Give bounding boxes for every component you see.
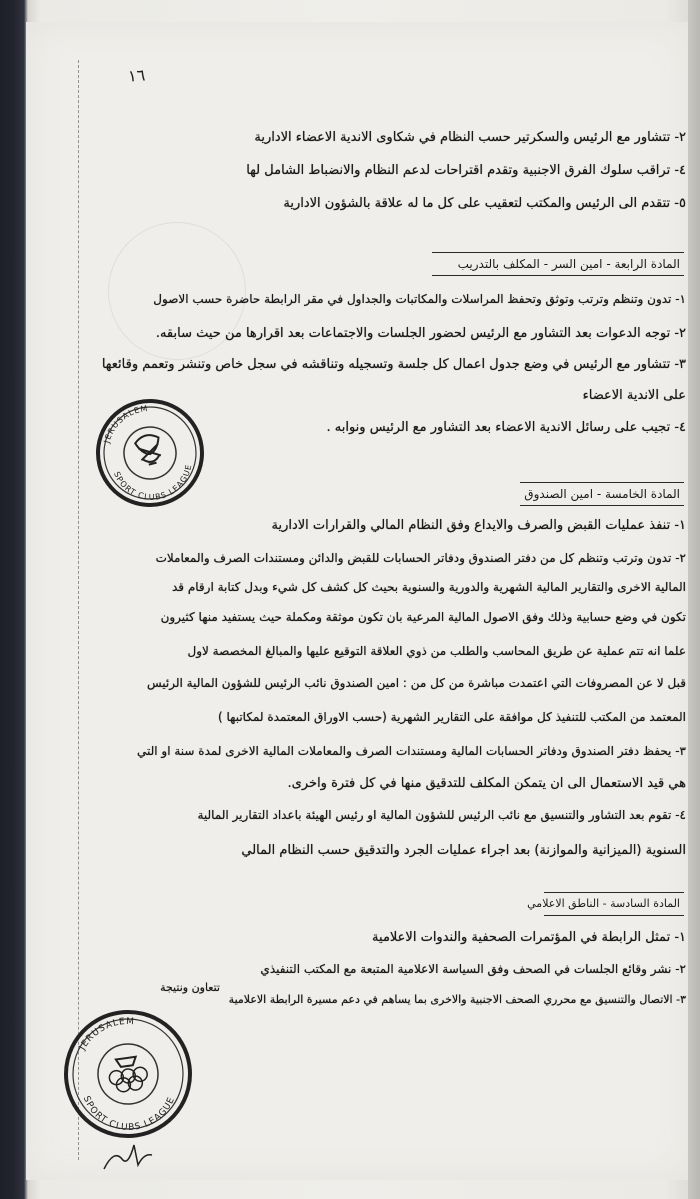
section-heading: المادة الخامسة - امين الصندوق [524,487,680,501]
page-number: ١٦ [127,65,146,86]
league-stamp [56,1006,200,1142]
section-heading: المادة السادسة - الناطق الاعلامي [527,897,680,910]
text-line: ٥- تتقدم الى الرئيس والمكتب لتعقيب على كل ما له علاقة بالشؤون الادارية [283,196,686,211]
league-stamp [80,398,220,508]
text-line: ١- تمثل الرابطة في المؤتمرات الصحفية والندوات الاعلامية [372,930,686,945]
section-heading: المادة الرابعة - امين السر - المكلف بالتدريب [457,257,680,271]
margin-line [78,60,79,1160]
svg-text:JERUSALEM: JERUSALEM [102,403,149,445]
text-line: ٢- تدون وترتب وتنظم كل من دفتر الصندوق ودفاتر الحسابات للقبض والدائن ومستندات الصرف والمعاملات [155,551,686,565]
text-line: تتعاون ونتيجة [160,981,220,994]
svg-text:SPORT CLUBS LEAGUE: SPORT CLUBS LEAGUE [112,463,194,502]
svg-text:SPORT CLUBS LEAGUE: SPORT CLUBS LEAGUE [80,1094,178,1134]
text-line: ٤- تقوم بعد التشاور والتنسيق مع نائب الرئيس للشؤون المالية او رئيس الهيئة باعداد التقارير المالية [197,808,686,822]
text-line: ٢- توجه الدعوات بعد التشاور مع الرئيس لحضور الجلسات والاجتماعات بعد اقرارها من حيث سابقه. [155,326,686,341]
text-line: السنوية (الميزانية والموازنة) بعد اجراء عمليات الجرد والتدقيق حسب النظام المالي [241,843,686,858]
text-line: ٣- يحفظ دفتر الصندوق ودفاتر الحسابات المالية ومستندات الصرف والمعاملات المالية الاخرى لمدة سنة او التي [136,744,686,758]
text-line: ٤- تراقب سلوك الفرق الاجنبية وتقدم اقتراحات لدعم النظام والانضباط الشامل لها [246,163,686,178]
text-line: ١- تدون وتنظم وترتب وتوثق وتحفظ المراسلات والمكاتبات والجداول في مقر الرابطة حاضرة حسب الاصول [153,292,686,306]
text-line: ٤- تجيب على رسائل الاندية الاعضاء بعد التشاور مع الرئيس ونوابه . [326,420,686,435]
text-line: ٣- تتشاور مع الرئيس في وضع جدول اعمال كل جلسة وتسجيله وتناقشه في سجل خاص وتنشر وتعمم وقائعها [101,357,686,372]
text-line: ٣- الاتصال والتنسيق مع محرري الصحف الاجنبية والاخرى بما يساهم في دعم مسيرة الرابطة الاعلامية [228,993,686,1006]
text-line: هي قيد الاستعمال الى ان يتمكن المكلف للتدقيق منها في كل فترة واخرى. [287,776,686,791]
text-line: المالية الاخرى والتقارير المالية الشهرية والدورية والسنوية بحيث كل كشف كل شيء وبدل كتابة ارقام قد [172,580,686,594]
text-line: قبل لا عن المصروفات التي اعتمدت مباشرة من كل من : امين الصندوق نائب الرئيس للشؤون المالية الرئيس [146,676,686,690]
text-line: المعتمد من المكتب للتنفيذ كل موافقة على التقارير الشهرية (حسب الاوراق المعتمدة لمكاتبها ) [218,710,686,724]
svg-text:JERUSALEM: JERUSALEM [77,1016,136,1053]
text-line: ٢- تتشاور مع الرئيس والسكرتير حسب النظام في شكاوى الاندية الاعضاء الادارية [254,130,686,145]
signature-scribble [100,1135,160,1175]
text-line: على الاندية الاعضاء [582,388,686,403]
text-line: تكون في وضع حسابية وذلك وفق الاصول المالية المرعية بان تكون موثقة ومكملة حيث يستفيد منها كثيرون [160,610,686,624]
text-line: ٢- نشر وقائع الجلسات في الصحف وفق السياسة الاعلامية المتبعة مع المكتب التنفيذي [260,962,686,976]
text-line: علما انه تتم عملية عن طريق المحاسب والطلب من ذوي العلاقة التوقيع عليها والمبالغ المخصصة لاول [187,644,686,658]
text-line: ١- تنفذ عمليات القبض والصرف والايداع وفق النظام المالي والقرارات الادارية [271,518,686,533]
page-edge [688,0,700,1199]
